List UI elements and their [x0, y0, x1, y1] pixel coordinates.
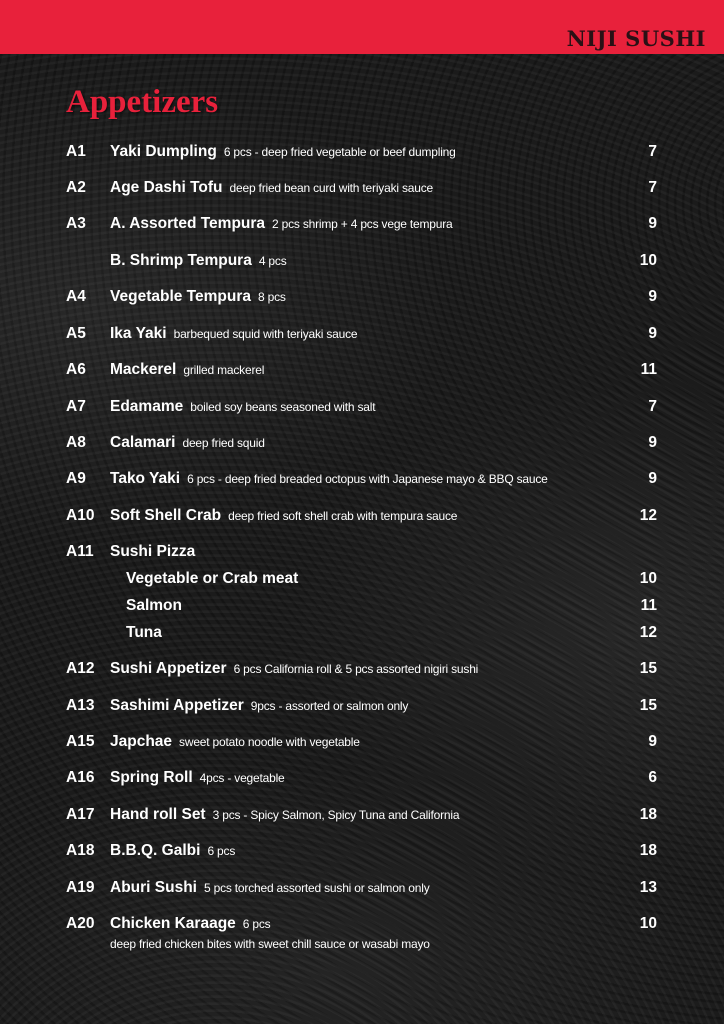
item-name-line: [110, 179, 433, 197]
item-name-line: [110, 470, 548, 488]
item-price: 15: [639, 660, 657, 677]
item-name: Vegetable or Crab meat: [126, 570, 299, 587]
item-name: Age Dashi Tofu: [110, 179, 223, 196]
item-description: 3 pcs - Spicy Salmon, Spicy Tuna and California: [212, 808, 460, 822]
item-code: A7: [66, 398, 86, 415]
item-code: A9: [66, 470, 86, 487]
item-description: deep fried soft shell crab with tempura sauce: [228, 509, 458, 523]
item-price: 10: [639, 915, 657, 932]
item-description: barbequed squid with teriyaki sauce: [173, 327, 358, 341]
menu-item: [0, 470, 724, 494]
item-description: boiled soy beans seasoned with salt: [190, 400, 376, 414]
item-description: 4pcs - vegetable: [199, 771, 285, 785]
item-name-line: [110, 361, 264, 379]
menu-item: [0, 325, 724, 349]
item-name: Vegetable Tempura: [110, 288, 251, 305]
item-name-line: [110, 252, 287, 270]
item-code: A13: [66, 697, 95, 714]
item-price: 7: [648, 143, 657, 160]
item-description: 6 pcs - deep fried vegetable or beef dumpling: [223, 145, 456, 159]
item-name-line: [110, 733, 360, 751]
item-name: Aburi Sushi: [110, 879, 197, 896]
item-code: A11: [66, 543, 94, 560]
item-name: Calamari: [110, 434, 176, 451]
item-price: 18: [639, 806, 657, 823]
item-description: sweet potato noodle with vegetable: [179, 735, 360, 749]
item-price: 12: [639, 624, 657, 641]
item-code: A3: [66, 215, 86, 232]
menu-item: [0, 179, 724, 203]
menu-item: [0, 543, 724, 567]
menu-item: [0, 624, 724, 648]
item-name-line: [110, 769, 285, 787]
item-description: 4 pcs: [258, 254, 287, 268]
item-name: Hand roll Set: [110, 806, 206, 823]
item-description: 6 pcs: [242, 917, 271, 931]
item-price: 15: [639, 697, 657, 714]
item-price: 11: [640, 597, 657, 614]
item-name-line: [126, 624, 162, 642]
item-description: deep fried bean curd with teriyaki sauce: [229, 181, 433, 195]
item-description: grilled mackerel: [183, 363, 265, 377]
item-description: 6 pcs: [207, 844, 236, 858]
item-code: A10: [66, 507, 95, 524]
item-name-line: [110, 806, 459, 824]
item-name: A. Assorted Tempura: [110, 215, 266, 232]
item-name-line: [110, 215, 453, 233]
item-price: 9: [648, 434, 657, 451]
menu-item: [0, 570, 724, 594]
menu-item: [0, 507, 724, 531]
menu-item: [0, 252, 724, 276]
item-name-line: [126, 597, 182, 615]
menu-item: [0, 597, 724, 621]
menu-item: [0, 697, 724, 721]
item-name-line: [110, 842, 235, 860]
item-code: A1: [66, 143, 86, 160]
menu-item: [0, 915, 724, 951]
menu-item: [0, 361, 724, 385]
item-price: 7: [648, 179, 657, 196]
item-code: A15: [66, 733, 95, 750]
item-name: Japchae: [110, 733, 173, 750]
item-price: 9: [648, 288, 657, 305]
item-name-line: [110, 143, 456, 161]
header-bar: [0, 0, 724, 54]
item-price: 10: [639, 252, 657, 269]
menu-item: [0, 733, 724, 757]
item-name: Chicken Karaage: [110, 915, 236, 932]
item-name-line: [110, 434, 265, 452]
menu-item: [0, 842, 724, 866]
item-name: Tako Yaki: [110, 470, 181, 487]
item-description: 2 pcs shrimp + 4 pcs vege tempura: [272, 217, 453, 231]
item-price: 9: [648, 215, 657, 232]
item-price: 12: [639, 507, 657, 524]
item-name: B.B.Q. Galbi: [110, 842, 201, 859]
item-name-line: [110, 398, 375, 416]
item-name: Yaki Dumpling: [110, 143, 217, 160]
item-price: 7: [648, 398, 657, 415]
menu-item: [0, 879, 724, 903]
item-name-line: [110, 507, 457, 525]
item-description: 8 pcs: [257, 290, 286, 304]
item-name: Tuna: [126, 624, 162, 641]
item-code: A12: [66, 660, 95, 677]
item-name: Sushi Pizza: [110, 543, 196, 560]
item-description: 5 pcs torched assorted sushi or salmon only: [203, 881, 430, 895]
menu-item: [0, 215, 724, 239]
item-name: Sashimi Appetizer: [110, 697, 244, 714]
item-price: 9: [648, 470, 657, 487]
item-name-line: [126, 570, 298, 588]
item-name-line: [110, 915, 270, 933]
section-title: Appetizers: [66, 84, 219, 120]
item-name: B. Shrimp Tempura: [110, 252, 252, 269]
item-code: A19: [66, 879, 95, 896]
item-code: A18: [66, 842, 95, 859]
item-name-line: [110, 543, 195, 561]
menu-item: [0, 660, 724, 684]
item-code: A2: [66, 179, 86, 196]
item-name: Sushi Appetizer: [110, 660, 227, 677]
item-description-extra: deep fried chicken bites with sweet chill sauce or wasabi mayo: [110, 937, 430, 951]
item-price: 13: [639, 879, 657, 896]
item-name: Salmon: [126, 597, 182, 614]
item-name: Edamame: [110, 398, 184, 415]
menu-item: [0, 143, 724, 167]
item-price: 11: [640, 361, 657, 378]
item-name: Soft Shell Crab: [110, 507, 222, 524]
menu-item: [0, 288, 724, 312]
menu-item: [0, 769, 724, 793]
item-name: Mackerel: [110, 361, 177, 378]
item-description: 6 pcs California roll & 5 pcs assorted nigiri sushi: [233, 662, 479, 676]
menu-item: [0, 806, 724, 830]
item-name-line: [110, 697, 408, 715]
item-name-line: [110, 288, 286, 306]
item-code: A4: [66, 288, 86, 305]
item-code: A5: [66, 325, 86, 342]
item-price: 10: [639, 570, 657, 587]
item-description: deep fried squid: [182, 436, 265, 450]
item-name-line: [110, 879, 430, 897]
brand-name: NIJI SUSHI: [566, 26, 706, 51]
item-code: A16: [66, 769, 95, 786]
item-code: A8: [66, 434, 86, 451]
item-price: 9: [648, 325, 657, 342]
item-name-line: [110, 325, 357, 343]
item-name: Spring Roll: [110, 769, 193, 786]
item-code: A20: [66, 915, 95, 932]
item-price: 9: [648, 733, 657, 750]
item-price: 6: [648, 769, 657, 786]
item-price: 18: [639, 842, 657, 859]
item-description: 6 pcs - deep fried breaded octopus with Japanese mayo & BBQ sauce: [187, 472, 548, 486]
item-description: 9pcs - assorted or salmon only: [250, 699, 409, 713]
item-name-line: [110, 660, 478, 678]
menu-item: [0, 434, 724, 458]
menu-item: [0, 398, 724, 422]
item-code: A6: [66, 361, 86, 378]
item-name: Ika Yaki: [110, 325, 167, 342]
item-code: A17: [66, 806, 95, 823]
